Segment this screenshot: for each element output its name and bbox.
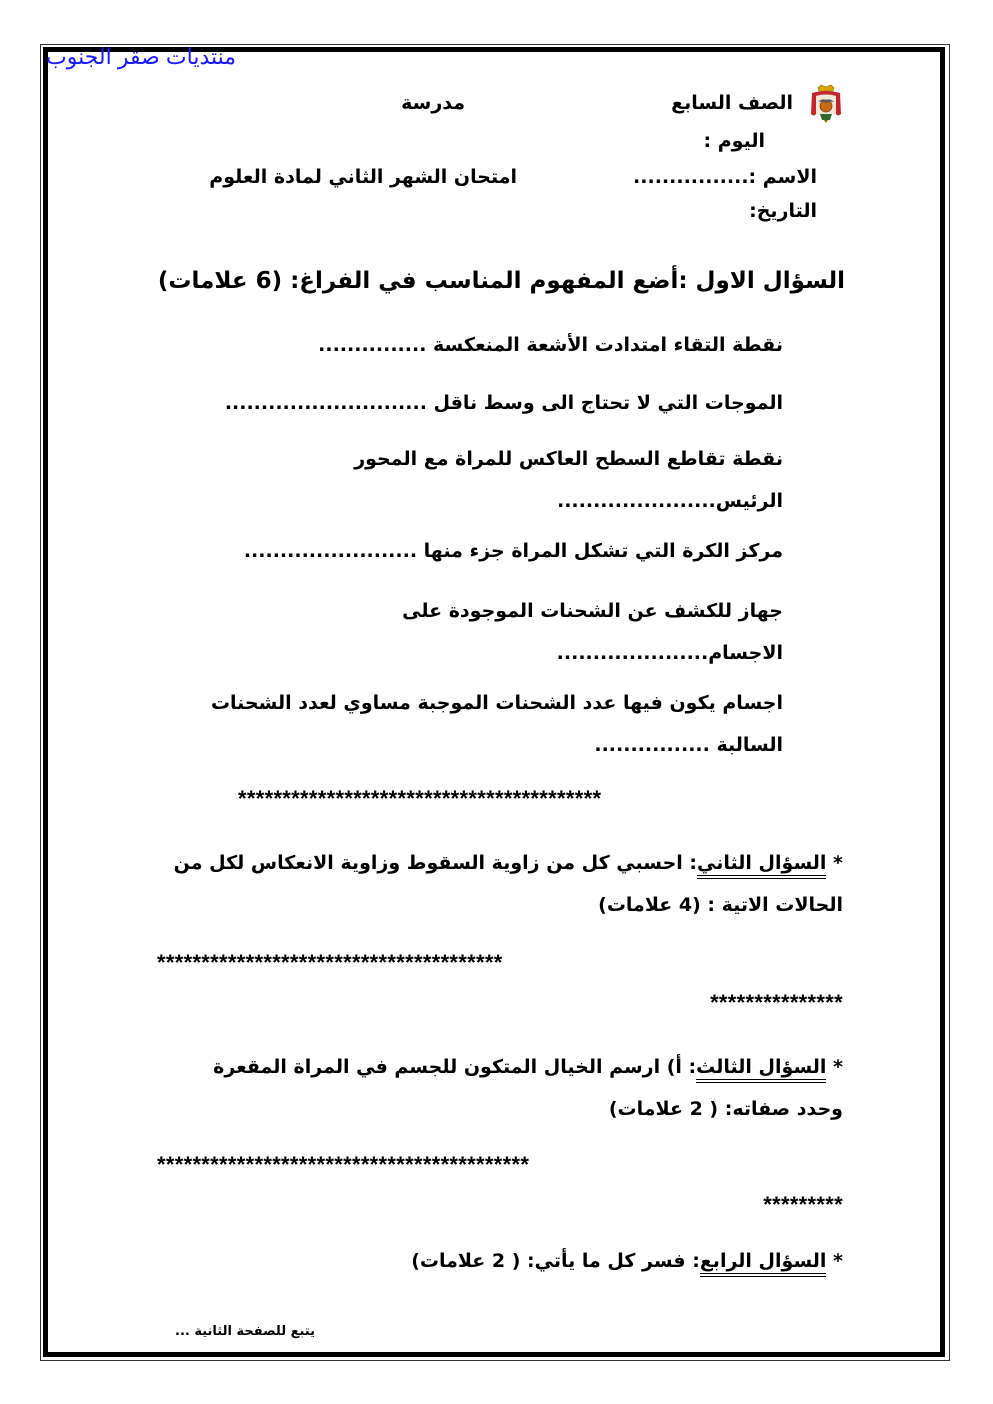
q1-item-6-line2: السالبة ................ [594, 734, 783, 756]
watermark-text: منتديات صقر الجنوب [46, 44, 237, 69]
date-label: التاريخ: [749, 200, 817, 222]
q1-item-4: مركز الكرة التي تشكل المراة جزء منها ........................ [243, 540, 783, 562]
grade-label: الصف السابع [671, 92, 793, 114]
q3-star: * [826, 1056, 843, 1078]
q3-text: : أ) ارسم الخيال المتكون للجسم في المراة المقعرة [213, 1056, 697, 1078]
q2-star: * [826, 852, 843, 874]
day-label: اليوم : [703, 130, 765, 152]
jordan-emblem-icon [808, 84, 844, 124]
q4-star: * [826, 1250, 843, 1272]
question-3-line2: وحدد صفاته: ( 2 علامات) [608, 1098, 843, 1120]
separator-stars-2a: *************************************** [157, 950, 503, 975]
q2-label: السؤال الثاني [697, 852, 826, 879]
q1-item-5-line1: جهاز للكشف عن الشحنات الموجودة على [402, 600, 783, 622]
separator-stars-3b: ********* [763, 1192, 843, 1217]
question-1-title: السؤال الاول :أضع المفهوم المناسب في الفراغ: (6 علامات) [157, 268, 845, 294]
separator-stars-3a: ****************************************** [157, 1152, 530, 1177]
q4-text: : فسر كل ما يأتي: ( 2 علامات) [411, 1250, 700, 1272]
q1-item-1: نقطة التقاء امتدادت الأشعة المنعكسة ............... [318, 334, 783, 356]
student-name-field: الاسم :................ [633, 166, 817, 188]
exam-title: امتحان الشهر الثاني لمادة العلوم [209, 166, 517, 188]
question-2-line1 [174, 852, 843, 874]
q1-item-3-line1: نقطة تقاطع السطح العاكس للمراة مع المحور [354, 448, 783, 470]
school-label: مدرسة [401, 92, 465, 114]
separator-stars-1: ***************************************** [238, 786, 602, 811]
question-2-line2: الحالات الاتية : (4 علامات) [598, 894, 843, 916]
separator-stars-2b: *************** [710, 990, 843, 1015]
q2-text: : احسبي كل من زاوية السقوط وزاوية الانعكاس لكل من [173, 852, 698, 874]
q1-item-5-line2: الاجسام..................... [556, 642, 783, 664]
q1-item-6-line1: اجسام يكون فيها عدد الشحنات الموجبة مساوي لعدد الشحنات [210, 692, 783, 714]
q4-label: السؤال الرابع [700, 1250, 827, 1277]
q1-item-2: الموجات التي لا تحتاج الى وسط ناقل ............................ [224, 392, 783, 414]
question-4-line1 [411, 1250, 843, 1272]
question-3-line1 [213, 1056, 843, 1078]
q1-item-3-line2: الرئيس...................... [556, 490, 783, 512]
continued-footer: يتبع للصفحة الثانية ... [175, 1324, 315, 1339]
q3-label: السؤال الثالث [696, 1056, 826, 1083]
